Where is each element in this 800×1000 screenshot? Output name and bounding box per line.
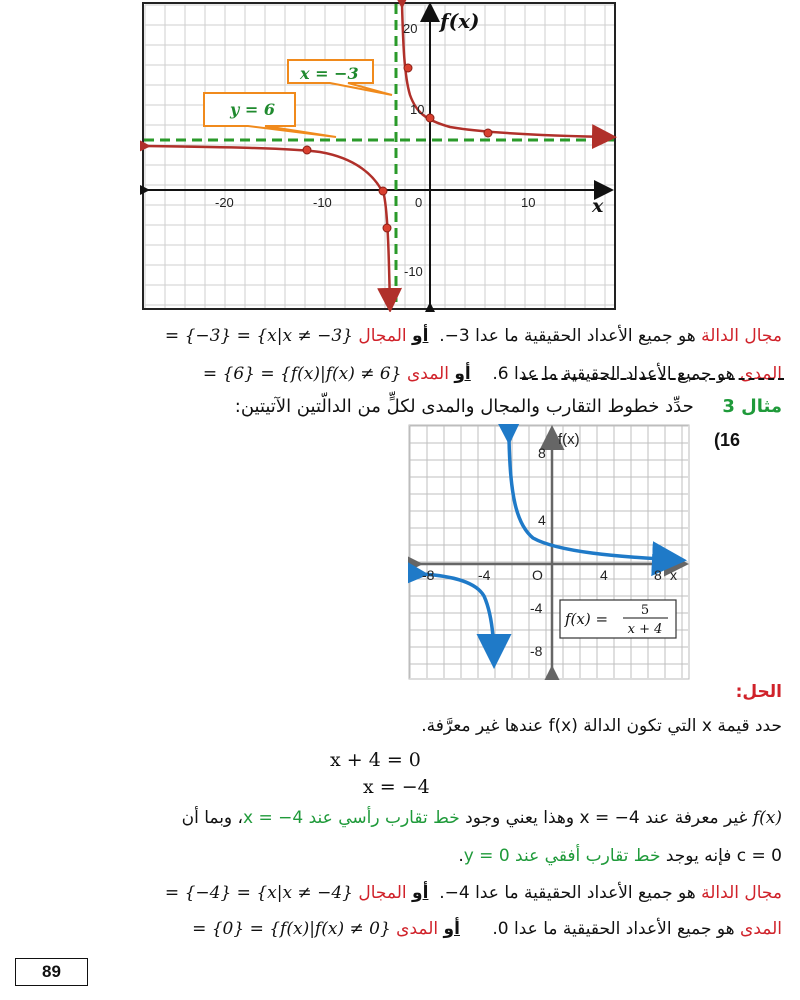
graph-2 bbox=[408, 424, 690, 680]
range-line-1 bbox=[203, 364, 782, 384]
curve-point bbox=[379, 187, 387, 195]
domain-body: هو جميع الأعداد الحقيقية ما عدا 4−. bbox=[439, 883, 696, 903]
separator bbox=[522, 378, 784, 380]
domain-line-2 bbox=[165, 883, 782, 903]
range-set: = {6} = {f(x)|f(x) ≠ 6} bbox=[202, 364, 402, 384]
callout-vertical-label: x = −3 bbox=[300, 64, 359, 83]
range-eq-label: المدى bbox=[406, 364, 449, 384]
x-tick-label: 0 bbox=[415, 195, 423, 210]
y-axis-label: f(x) bbox=[558, 431, 580, 448]
solution-line-3 bbox=[182, 808, 782, 828]
line3-text: غير معرفة عند 4− = x وهذا يعني وجود bbox=[465, 808, 748, 828]
y-tick-label: 10 bbox=[410, 102, 425, 117]
or-word: أو bbox=[454, 364, 471, 384]
graph-1 bbox=[140, 0, 618, 312]
curve-point bbox=[404, 64, 412, 72]
x-axis-label: x bbox=[670, 567, 677, 583]
x-tick-label: -20 bbox=[215, 195, 234, 210]
y-axis-label: f(x) bbox=[440, 9, 480, 33]
vertical-asymptote-text: خط تقارب رأسي عند 4− = x bbox=[243, 808, 460, 828]
range-eq-label: المدى bbox=[396, 919, 439, 939]
curve-point bbox=[426, 114, 434, 122]
range-body: هو جميع الأعداد الحقيقية ما عدا 6. bbox=[492, 364, 735, 384]
domain-body: هو جميع الأعداد الحقيقية ما عدا 3−. bbox=[439, 326, 696, 346]
equation-2: x = −4 bbox=[363, 776, 430, 798]
page-number: 89 bbox=[15, 958, 88, 986]
x-axis-label: x bbox=[592, 195, 604, 217]
range-line-2 bbox=[192, 919, 782, 939]
curve-point bbox=[484, 129, 492, 137]
or-word: أو bbox=[412, 326, 429, 346]
line4-text: c = 0 فإنه يوجد bbox=[665, 846, 782, 866]
domain-eq-label: المجال bbox=[358, 326, 407, 346]
function-numerator: 5 bbox=[640, 603, 650, 618]
or-word: أو bbox=[443, 919, 460, 939]
y-tick-label: 20 bbox=[403, 21, 418, 36]
y-tick-label: -4 bbox=[530, 600, 543, 616]
function-lhs: f(x) = bbox=[565, 610, 609, 628]
x-tick-label: 4 bbox=[600, 567, 608, 583]
domain-set: = {−3} = {x|x ≠ −3} bbox=[164, 326, 353, 346]
range-label: المدى bbox=[740, 364, 782, 384]
domain-label: مجال الدالة bbox=[701, 883, 782, 903]
origin-label: O bbox=[532, 567, 543, 583]
solution-title: الحل: bbox=[735, 682, 782, 702]
domain-eq-label: المجال bbox=[358, 883, 407, 903]
domain-line-1 bbox=[165, 326, 782, 346]
solution-line-4: c = 0 فإنه يوجد خط تقارب أفقي عند y = 0. bbox=[458, 846, 782, 866]
domain-set: = {−4} = {x|x ≠ −4} bbox=[164, 883, 353, 903]
or-word: أو bbox=[412, 883, 429, 903]
exercise-number: (16 bbox=[714, 430, 741, 450]
example-prompt: حدِّد خطوط التقارب والمجال والمدى لكلٍّ من الدالّتين الآتيتين: bbox=[234, 396, 694, 417]
y-tick-label: -8 bbox=[530, 643, 543, 659]
range-body: هو جميع الأعداد الحقيقية ما عدا 0. bbox=[492, 919, 735, 939]
curve-point bbox=[303, 146, 311, 154]
fx-symbol: f(x) bbox=[752, 808, 782, 828]
solution-step-1: حدد قيمة x التي تكون الدالة f(x) عندها غير معرَّفة. bbox=[421, 716, 782, 736]
x-tick-label: -8 bbox=[422, 567, 435, 583]
x-tick-label: -10 bbox=[313, 195, 332, 210]
y-tick-label: 4 bbox=[538, 512, 546, 528]
y-tick-label: 8 bbox=[538, 445, 546, 461]
x-tick-label: 10 bbox=[521, 195, 536, 210]
example-header bbox=[235, 396, 782, 417]
x-tick-label: -4 bbox=[478, 567, 491, 583]
y-tick-label: -10 bbox=[404, 264, 423, 279]
equation-1: x + 4 = 0 bbox=[330, 749, 421, 771]
x-tick-label: 8 bbox=[654, 567, 662, 583]
range-label: المدى bbox=[740, 919, 782, 939]
domain-label: مجال الدالة bbox=[701, 326, 782, 346]
line3-tail: ، وبما أن bbox=[181, 808, 244, 828]
horizontal-asymptote-text: خط تقارب أفقي عند y = 0 bbox=[463, 846, 661, 866]
function-denominator: x + 4 bbox=[627, 622, 663, 637]
example-label: مثال 3 bbox=[722, 396, 782, 417]
curve-point bbox=[383, 224, 391, 232]
range-set: = {0} = {f(x)|f(x) ≠ 0} bbox=[192, 919, 391, 939]
callout-horizontal-label: y = 6 bbox=[230, 100, 275, 119]
